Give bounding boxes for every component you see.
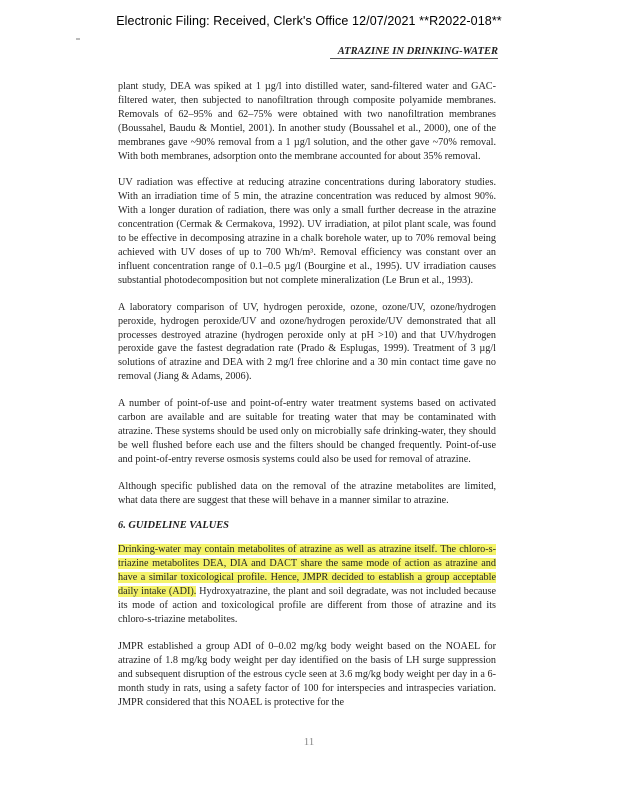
highlighted-text: Drinking-water may contain metabolites of atrazine as well as atrazine itself. The chloro-s-triazine metabolites DEA, DIA and DACT share the same mode of action as atrazine and have a similar toxicological profile. Hence, JMPR decided to establish a group acceptable daily intake (ADI).	[118, 544, 496, 598]
header-rule	[330, 58, 498, 59]
paragraph-nanofiltration: plant study, DEA was spiked at 1 µg/l into distilled water, sand-filtered water and GAC-filtered water, then subjected to nanofiltration through composite polyamide membranes. Removals of 62–95% and 62–75% were obtained with two nanofiltration membranes (Boussahel, Baudu & Montiel, 2001). In another study (Boussahel et al., 2000), one of the membranes gave ~90% removal from a 1 µg/l solution, and the other gave ~70% removal. With both membranes, adsorption onto the membrane accounted for about 35% removal.	[118, 81, 496, 162]
paragraph-metabolites: Although specific published data on the removal of the atrazine metabolites are limited, what data there are suggest that these will behave in a manner similar to atrazine.	[118, 480, 496, 506]
page-body	[118, 80, 496, 722]
paragraph-uv-radiation: UV radiation was effective at reducing atrazine concentrations during laboratory studies. With an irradiation time of 5 min, the atrazine concentration was reduced by almost 90%. With a longer duration of radiation, there was only a small further decrease in the atrazine concentration (Cermak & Cermakova, 1992). UV irradiation, at pilot plant scale, was found to be effective in decomposing atrazine in a chalk borehole water, up to 70% removal being achieved with UV doses of up to 700 Wh/m³. Removal efficiency was constant over an influent concentration range of 0.1–0.5 µg/l (Bourgine et al., 1995). UV irradiation causes substantial photodecomposition but not complete mineralization (Le Brun et al., 1993).	[118, 177, 496, 286]
running-header: ATRAZINE IN DRINKING-WATER	[337, 46, 498, 57]
paragraph-guideline	[118, 543, 496, 626]
paragraph-oxidation-comparison: A laboratory comparison of UV, hydrogen peroxide, ozone, ozone/UV, ozone/hydrogen peroxide, hydrogen peroxide/UV and ozone/hydrogen peroxide/UV demonstrated that all processes destroyed atrazine (hydrogen peroxide only at pH >10) and that UV/hydrogen peroxide gave the fastest degradation rate (Prado & Esplugas, 1999). Treatment of 3 µg/l solutions of atrazine and DEA with 2 mg/l free chlorine and a 30 min contact time gave no removal (Jiang & Adams, 2006).	[118, 301, 496, 383]
paragraph-point-of-use: A number of point-of-use and point-of-entry water treatment systems based on activated carbon are available and are suitable for treating water that may be contaminated with atrazine. These systems should be used only on microbially safe drinking-water, they should be well flushed before each use and the filters should be changed frequently. Point-of-use and point-of-entry reverse osmosis systems could also be used for removal of atrazine.	[118, 398, 496, 465]
page-number: 11	[303, 736, 315, 748]
filing-stamp: Electronic Filing: Received, Clerk's Office 12/07/2021 **R2022-018**	[116, 14, 502, 28]
guideline-text-rest: Hydroxyatrazine, the plant and soil degradate, was not included because its mode of action and toxicological profile are different from those of atrazine and its chloro-s-triazine metabolites.	[118, 586, 497, 625]
scan-mark	[76, 38, 80, 40]
section-heading-guideline-values: 6. GUIDELINE VALUES	[118, 520, 229, 532]
paragraph-jmpr-adi: JMPR established a group ADI of 0–0.02 mg/kg body weight based on the NOAEL for atrazine of 1.8 mg/kg body weight per day identified on the basis of LH surge suppression and subsequent disruption of the estrous cycle seen at 3.6 mg/kg body weight per day in a 6-month study in rats, using a safety factor of 100 for interspecies and intraspecies variation. JMPR considered that this NOAEL is protective for the	[118, 640, 496, 708]
